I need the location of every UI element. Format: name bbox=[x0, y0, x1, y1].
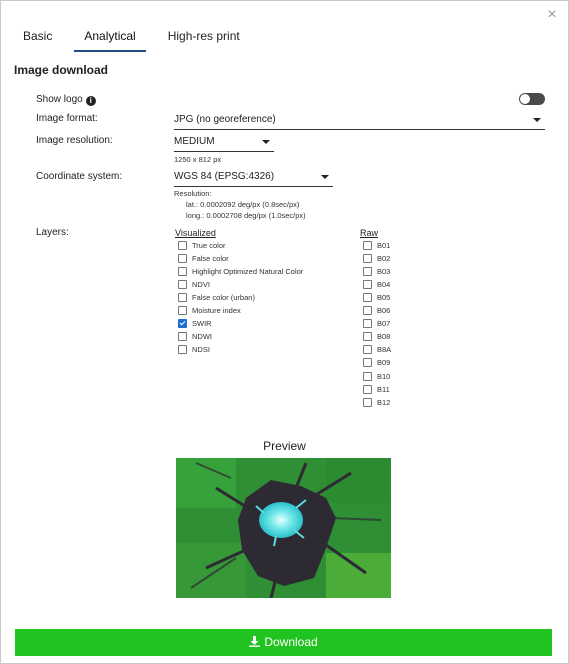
visualized-layer-checkbox[interactable] bbox=[178, 345, 187, 354]
raw-band-checkbox[interactable] bbox=[363, 372, 372, 381]
show-logo-toggle[interactable] bbox=[519, 93, 545, 105]
raw-band-checkbox[interactable] bbox=[363, 306, 372, 315]
image-dimensions: 1250 x 812 px bbox=[174, 155, 222, 164]
image-resolution-value: MEDIUM bbox=[174, 136, 215, 147]
visualized-layer-label: NDVI bbox=[192, 279, 210, 289]
raw-band-label: B05 bbox=[377, 292, 391, 302]
raw-band-checkbox[interactable] bbox=[363, 293, 372, 302]
resolution-lat: lat.: 0.0002092 deg/px (0.8sec/px) bbox=[186, 200, 300, 209]
download-label: Download bbox=[264, 635, 318, 649]
visualized-layer-row[interactable] bbox=[178, 332, 212, 342]
visualized-layer-row[interactable] bbox=[178, 279, 210, 289]
coordinate-system-select[interactable] bbox=[174, 170, 333, 187]
raw-band-row[interactable] bbox=[363, 358, 390, 368]
raw-band-row[interactable] bbox=[363, 266, 390, 276]
preview-title: Preview bbox=[263, 439, 306, 453]
raw-band-label: B08 bbox=[377, 332, 391, 342]
visualized-layer-row[interactable] bbox=[178, 292, 255, 302]
raw-band-label: B01 bbox=[377, 240, 391, 250]
raw-band-label: B12 bbox=[377, 397, 391, 407]
tab-analytical[interactable]: Analytical bbox=[74, 26, 145, 52]
resolution-long: long.: 0.0002708 deg/px (1.0sec/px) bbox=[186, 211, 306, 220]
visualized-layer-label: SWIR bbox=[192, 319, 212, 329]
raw-band-label: B04 bbox=[377, 279, 391, 289]
raw-band-row[interactable] bbox=[363, 279, 390, 289]
image-resolution-select[interactable] bbox=[174, 135, 274, 152]
raw-band-checkbox[interactable] bbox=[363, 345, 372, 354]
visualized-layer-label: False color bbox=[192, 253, 229, 263]
raw-band-checkbox[interactable] bbox=[363, 267, 372, 276]
raw-band-label: B10 bbox=[377, 371, 391, 381]
show-logo-label: Show logo bbox=[36, 94, 83, 105]
visualized-layer-checkbox[interactable] bbox=[178, 332, 187, 341]
visualized-layer-checkbox[interactable] bbox=[178, 306, 187, 315]
tab-high-res-print[interactable]: High-res print bbox=[167, 29, 240, 43]
visualized-layer-row[interactable] bbox=[178, 345, 210, 355]
toggle-knob bbox=[520, 94, 530, 104]
raw-header: Raw bbox=[360, 228, 379, 238]
visualized-layer-label: NDWI bbox=[192, 332, 212, 342]
tab-basic[interactable]: Basic bbox=[23, 29, 53, 43]
visualized-layer-row[interactable] bbox=[178, 319, 212, 329]
raw-band-row[interactable] bbox=[363, 332, 390, 342]
chevron-down-icon bbox=[321, 175, 329, 179]
visualized-layer-label: True color bbox=[192, 240, 226, 250]
visualized-layer-row[interactable] bbox=[178, 266, 303, 276]
chevron-down-icon bbox=[262, 140, 270, 144]
raw-band-row[interactable] bbox=[363, 319, 390, 329]
section-title: Image download bbox=[14, 63, 109, 77]
raw-band-row[interactable] bbox=[363, 371, 390, 381]
raw-band-label: B03 bbox=[377, 266, 391, 276]
visualized-layer-checkbox[interactable] bbox=[178, 280, 187, 289]
visualized-layer-label: Highlight Optimized Natural Color bbox=[192, 266, 304, 276]
raw-band-row[interactable] bbox=[363, 306, 390, 316]
image-format-value: JPG (no georeference) bbox=[174, 114, 276, 125]
raw-band-checkbox[interactable] bbox=[363, 319, 372, 328]
raw-band-row[interactable] bbox=[363, 384, 390, 394]
download-button[interactable] bbox=[15, 629, 552, 656]
visualized-layer-checkbox[interactable] bbox=[178, 267, 187, 276]
raw-band-label: B02 bbox=[377, 253, 391, 263]
raw-band-checkbox[interactable] bbox=[363, 332, 372, 341]
image-format-select[interactable] bbox=[174, 113, 545, 130]
raw-band-row[interactable] bbox=[363, 240, 390, 250]
raw-band-label: B06 bbox=[377, 306, 391, 315]
visualized-layer-checkbox[interactable] bbox=[178, 254, 187, 263]
visualized-layer-row[interactable] bbox=[178, 240, 225, 250]
chevron-down-icon bbox=[533, 118, 541, 122]
show-logo-row bbox=[36, 94, 96, 106]
resolution-label: Resolution: bbox=[174, 189, 212, 198]
raw-band-checkbox[interactable] bbox=[363, 398, 372, 407]
visualized-layer-row[interactable] bbox=[178, 306, 241, 316]
layers-label: Layers: bbox=[36, 227, 69, 238]
raw-band-label: B11 bbox=[377, 384, 390, 394]
coordinate-system-label: Coordinate system: bbox=[36, 171, 123, 182]
raw-band-row[interactable] bbox=[363, 345, 391, 355]
raw-band-label: B8A bbox=[377, 345, 392, 355]
visualized-layer-checkbox[interactable] bbox=[178, 241, 187, 250]
visualized-layer-label: False color (urban) bbox=[192, 292, 255, 302]
preview-image bbox=[176, 458, 391, 598]
raw-band-label: B09 bbox=[377, 358, 391, 368]
info-icon[interactable]: i bbox=[86, 96, 96, 106]
raw-band-checkbox[interactable] bbox=[363, 385, 372, 394]
image-resolution-label: Image resolution: bbox=[36, 135, 113, 146]
coordinate-system-value: WGS 84 (EPSG:4326) bbox=[174, 171, 275, 182]
visualized-header: Visualized bbox=[175, 228, 216, 238]
raw-band-label: B07 bbox=[377, 319, 391, 329]
raw-band-row[interactable] bbox=[363, 397, 390, 407]
raw-band-checkbox[interactable] bbox=[363, 280, 372, 289]
image-format-label: Image format: bbox=[36, 113, 98, 124]
tab-bar bbox=[13, 26, 262, 52]
visualized-layer-row[interactable] bbox=[178, 253, 229, 263]
visualized-layer-label: NDSI bbox=[192, 345, 210, 355]
raw-band-checkbox[interactable] bbox=[363, 254, 372, 263]
satellite-preview-graphic bbox=[176, 458, 391, 598]
visualized-layer-checkbox[interactable] bbox=[178, 319, 187, 328]
raw-band-checkbox[interactable] bbox=[363, 358, 372, 367]
raw-band-row[interactable] bbox=[363, 292, 390, 302]
raw-band-row[interactable] bbox=[363, 253, 390, 263]
visualized-layer-checkbox[interactable] bbox=[178, 293, 187, 302]
raw-band-checkbox[interactable] bbox=[363, 241, 372, 250]
visualized-layer-label: Moisture index bbox=[192, 306, 241, 315]
download-icon bbox=[249, 630, 260, 657]
close-icon[interactable]: × bbox=[547, 6, 557, 23]
